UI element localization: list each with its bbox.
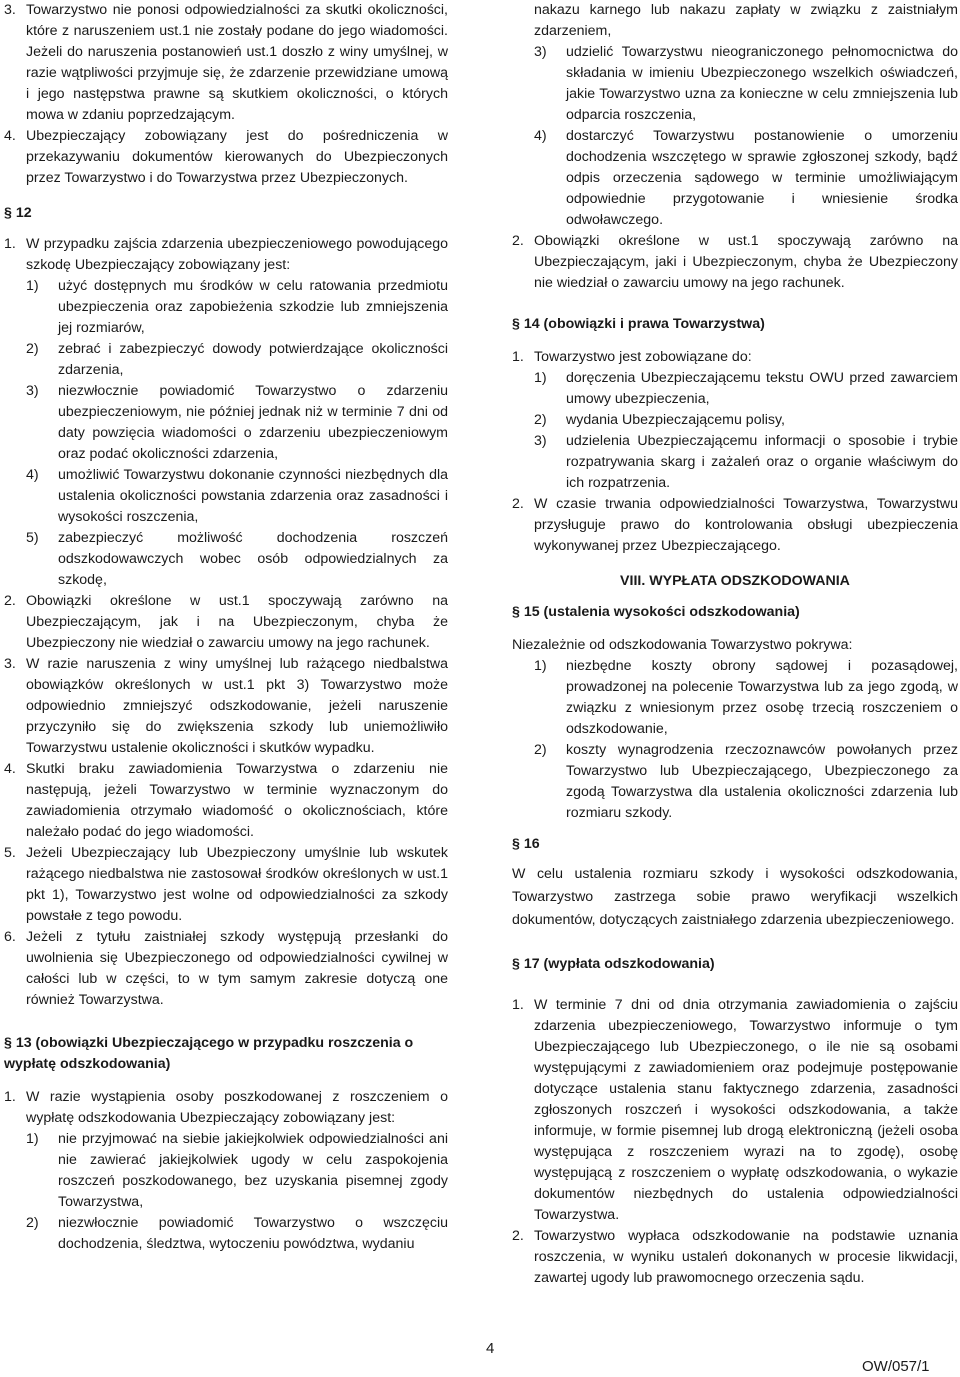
section-13-item-1: 1. W razie wystąpienia osoby poszkodowanej z roszczeniem o wypłatę odszkodowania Ubezpieczający zobowiązany jest: <box>4 1089 448 1126</box>
section-13-subitem-1 <box>26 1129 448 1213</box>
section-12-item-number: 4. <box>4 761 16 777</box>
section-11-item-text: Ubezpieczający zobowiązany jest do pośredniczenia w przekazywaniu dokumentów kierowanych do Ubezpieczonych przez Towarzystwo i do Towarzystwa przez Ubezpieczonych. <box>26 128 448 186</box>
section-12-item-number: 2. <box>4 593 16 609</box>
section-17-item-number: 2. <box>512 1228 524 1244</box>
section-13-subitem-2 <box>26 1213 448 1255</box>
section-13-subitem-text: niezwłocznie powiadomić Towarzystwo o wszczęciu dochodzenia, śledztwa, wytoczeniu powództwa, wydaniu <box>58 1215 448 1252</box>
section-12-subitem-text: zabezpieczyć możliwość dochodzenia roszczeń odszkodowawczych wobec osób odpowiedzialnych za szkodę, <box>58 530 448 588</box>
section-15-subitem-text: koszty wynagrodzenia rzeczoznawców powołanych przez Towarzystwo lub Ubezpieczającego, Ubezpieczonego za zgodą Towarzystwa dla ustalenia okoliczności zdarzenia lub rozmiaru szkody. <box>566 742 958 821</box>
section-17-item-2 <box>512 1226 958 1289</box>
section-13-item-text: Obowiązki określone w ust.1 spoczywają zarówno na Ubezpieczającym, jaki i Ubezpieczonym, chyba że Ubezpieczony nie wiedział o zawarciu umowy na jego rachunek. <box>534 233 958 291</box>
section-17-item-text: Towarzystwo wypłaca odszkodowanie na podstawie uznania roszczenia, w wyniku ustaleń dokonanych w procesie likwidacji, zawartej ugody lub prawomocnego orzeczenia sądu. <box>534 1228 958 1286</box>
section-12-subitem-3 <box>26 381 448 465</box>
section-11-item-number: 4. <box>4 128 16 144</box>
section-12-item-text: W razie naruszenia z winy umyślnej lub rażącego niedbalstwa obowiązków określonych w ust.1 pkt 3) Towarzystwo może odpowiednio zmniejszyć odszkodowanie, jeżeli naruszenie przyczyniło się do zwiększenia szkody lub uniemożliwiło Towarzystwu ustalenie okoliczności i skutków wypadku. <box>26 656 448 756</box>
section-12-subitem-number: 4) <box>26 467 39 483</box>
section-12-subitem-5 <box>26 528 448 591</box>
section-14-subitem-1 <box>534 368 958 410</box>
section-12-item-3 <box>4 759 448 843</box>
page-number: 4 <box>486 1340 495 1357</box>
section-12-item-text: Obowiązki określone w ust.1 spoczywają zarówno na Ubezpieczającym, jak i na Ubezpieczonym, chyba że Ubezpieczony nie wiedział o zawarciu umowy na jego rachunek. <box>26 593 448 651</box>
section-12-item-number: 5. <box>4 845 16 861</box>
section-14-subitem-text: wydania Ubezpieczającemu polisy, <box>566 412 785 428</box>
document-code: OW/057/1 <box>862 1358 930 1375</box>
section-13-subitem-text: nie przyjmować na siebie jakiejkolwiek odpowiedzialności ani nie zawierać jakiejkolwiek ugody w celu zaspokojenia roszczeń poszkodowanego, bez uzyskania pisemnej zgody Towarzystwa, <box>58 1131 448 1210</box>
left-column <box>4 0 448 1255</box>
section-17-heading: § 17 (wypłata odszkodowania) <box>512 956 715 972</box>
section-12-item-text: Jeżeli Ubezpieczający lub Ubezpieczony umyślnie lub wskutek rażącego niedbalstwa nie zastosował środków określonych w ust.1 pkt 1), Towarzystwo jest wolne od odpowiedzialności za szkody powstałe z tego powodu. <box>26 845 448 924</box>
section-17-item-text: W terminie 7 dni od dnia otrzymania zawiadomienia o zajściu zdarzenia ubezpieczeniowego, Towarzystwo informuje o tym Ubezpieczającego lub Ubezpieczonego, o ile nie są osobami występującymi z zawiadomieniem oraz podejmuje postępowanie dotyczące ustalenia stanu faktycznego zdarzenia, zasadności zgłoszonych roszczeń i wysokości odszkodowania, a także informuje, w formie pisemnej lub drogą elektroniczną (jeżeli osoba występująca z roszczeniem wyrazi na to zgodę), osobę występującą z roszczeniem o wypłatę odszkodowania, o wykazie dokumentów niezbędnych do ustalenia odpowiedzialności Towarzystwa. <box>534 997 958 1223</box>
section-13-subitem-cont-number: 4) <box>534 128 547 144</box>
section-14-subitem-2 <box>534 410 958 431</box>
section-15-subitem-number: 2) <box>534 742 547 758</box>
section-15-subitem-1 <box>534 656 958 740</box>
section-12-item-4 <box>4 843 448 927</box>
section-12-item-1: 1. W przypadku zajścia zdarzenia ubezpieczeniowego powodującego szkodę Ubezpieczający zobowiązany jest: <box>4 236 448 273</box>
section-12-subitem-2 <box>26 339 448 381</box>
section-12-item-number: 6. <box>4 929 16 945</box>
section-12-item-2 <box>4 654 448 759</box>
section-12-subitem-text: umożliwić Towarzystwu dokonanie czynności niezbędnych dla ustalenia okoliczności powstania zdarzenia oraz zasadności i wysokości roszczenia, <box>58 467 448 525</box>
section-12-subitem-text: użyć dostępnych mu środków w celu ratowania przedmiotu ubezpieczenia oraz zapobieżenia szkodzie lub zmniejszenia jej rozmiarów, <box>58 278 448 336</box>
section-15-subitem-text: niezbędne koszty obrony sądowej i pozasądowej, prowadzonej na polecenie Towarzystwa lub za jego zgodą, w związku z wniesionym przez osobę trzecią roszczeniem o odszkodowanie, <box>566 658 958 737</box>
section-12-subitem-number: 1) <box>26 278 39 294</box>
section-13-item-number: 2. <box>512 233 524 249</box>
section-11-item-number: 3. <box>4 2 16 18</box>
section-14-heading: § 14 (obowiązki i prawa Towarzystwa) <box>512 316 765 332</box>
section-13-item-1 <box>512 231 958 294</box>
section-14-item-number: 2. <box>512 496 524 512</box>
section-12-subitem-text: niezwłocznie powiadomić Towarzystwo o zdarzeniu ubezpieczeniowym, nie później jednak niż w terminie 7 dni od daty powzięcia wiadomości o zdarzeniu ubezpieczeniowym oraz podać okoliczności zdarzenia, <box>58 383 448 462</box>
section-12-heading: § 12 <box>4 205 32 221</box>
section-17-item-1 <box>512 995 958 1226</box>
section-14-subitem-number: 3) <box>534 433 547 449</box>
section-12-subitem-1 <box>26 276 448 339</box>
section-12-item-1 <box>4 591 448 654</box>
right-column <box>512 0 958 1289</box>
section-13-subitem-cont-text: dostarczyć Towarzystwu postanowienie o umorzeniu dochodzenia wszczętego w sprawie zgłoszonej szkody, bądź odpis orzeczenia sądowego w terminie umożliwiającym odpowiednie przygotowanie i wniesienie środka odwoławczego. <box>566 128 958 228</box>
section-13-subitem-cont-1 <box>534 42 958 126</box>
section-16-heading: § 16 <box>512 836 540 852</box>
section-14-subitem-number: 2) <box>534 412 547 428</box>
section-12-subitem-text: zebrać i zabezpieczyć dowody potwierdzające okoliczności zdarzenia, <box>58 341 448 378</box>
continuation-text: nakazu karnego lub nakazu zapłaty w związku z zaistniałym zdarzeniem, <box>534 2 958 39</box>
section-14-subitem-text: doręczenia Ubezpieczającemu tekstu OWU przed zawarciem umowy ubezpieczenia, <box>566 370 958 407</box>
section-13-subitem-number: 1) <box>26 1131 39 1147</box>
section-15-intro: Niezależnie od odszkodowania Towarzystwo pokrywa: <box>512 637 853 653</box>
section-12-item-number: 3. <box>4 656 16 672</box>
section-14-subitem-number: 1) <box>534 370 547 386</box>
section-17-item-number: 1. <box>512 997 524 1013</box>
section-13-subitem-cont-2 <box>534 126 958 231</box>
section-14-subitem-text: udzielenia Ubezpieczającemu informacji o sposobie i trybie rozpatrywania skarg i zażaleń oraz o organie właściwym do ich rozpatrzenia. <box>566 433 958 491</box>
section-11-item-text: Towarzystwo nie ponosi odpowiedzialności za skutki okoliczności, które z naruszeniem ust.1 nie zostały podane do jego wiadomości. Jeżeli do naruszenia postanowień ust.1 doszło z winy umyślnej, w razie wątpliwości przyjmuje się, że zdarzenie przewidziane umową i jego następstwa prawne są skutkiem okoliczności, o których mowa w zdaniu poprzedzającym. <box>26 2 448 123</box>
section-13-subitem-cont-text: udzielić Towarzystwu nieograniczonego pełnomocnictwa do składania w imieniu Ubezpieczonego wszelkich oświadczeń, jakie Towarzystwo uzna za konieczne w celu zmniejszenia lub odparcia roszczenia, <box>566 44 958 123</box>
section-11-item-1 <box>4 0 448 126</box>
section-12-item-text: Jeżeli z tytułu zaistniałej szkody występują przesłanki do uwolnienia się Ubezpieczonego od odpowiedzialności cywilnej w całości lub w części, to w tym samym zakresie dotyczą one również Towarzystwa. <box>26 929 448 1008</box>
section-12-item-text: Skutki braku zawiadomienia Towarzystwa o zdarzeniu nie następują, jeżeli Towarzystwo w terminie wyznaczonym do zawiadomienia otrzymało wiadomość o okolicznościach, które należało podać do jego wiadomości. <box>26 761 448 840</box>
section-14-subitem-3 <box>534 431 958 494</box>
section-14-item-1: 1. Towarzystwo jest zobowiązane do: <box>512 349 752 365</box>
section-12-item-5 <box>4 927 448 1011</box>
section-13-subitem-number: 2) <box>26 1215 39 1231</box>
section-15-subitem-2 <box>534 740 958 824</box>
section-16-text: W celu ustalenia rozmiaru szkody i wysokości odszkodowania, Towarzystwo zastrzega sobie prawo weryfikacji wszelkich dokumentów, dotyczących zaistniałego zdarzenia ubezpieczeniowego. <box>512 866 958 928</box>
section-13-heading: § 13 (obowiązki Ubezpieczającego w przypadku roszczenia o wypłatę odszkodowania) <box>4 1035 414 1072</box>
section-13-subitem-cont-number: 3) <box>534 44 547 60</box>
chapter-heading: VIII. WYPŁATA ODSZKODOWANIA <box>620 573 850 589</box>
section-12-subitem-number: 2) <box>26 341 39 357</box>
section-14-item-1 <box>512 494 958 557</box>
section-11-item-2 <box>4 126 448 189</box>
section-12-subitem-number: 3) <box>26 383 39 399</box>
section-15-subitem-number: 1) <box>534 658 547 674</box>
section-15-heading: § 15 (ustalenia wysokości odszkodowania) <box>512 604 800 620</box>
section-12-subitem-number: 5) <box>26 530 39 546</box>
section-14-item-text: W czasie trwania odpowiedzialności Towarzystwa, Towarzystwu przysługuje prawo do kontrolowania obsługi ubezpieczenia wykonywanej przez Ubezpieczającego. <box>534 496 958 554</box>
section-12-subitem-4 <box>26 465 448 528</box>
